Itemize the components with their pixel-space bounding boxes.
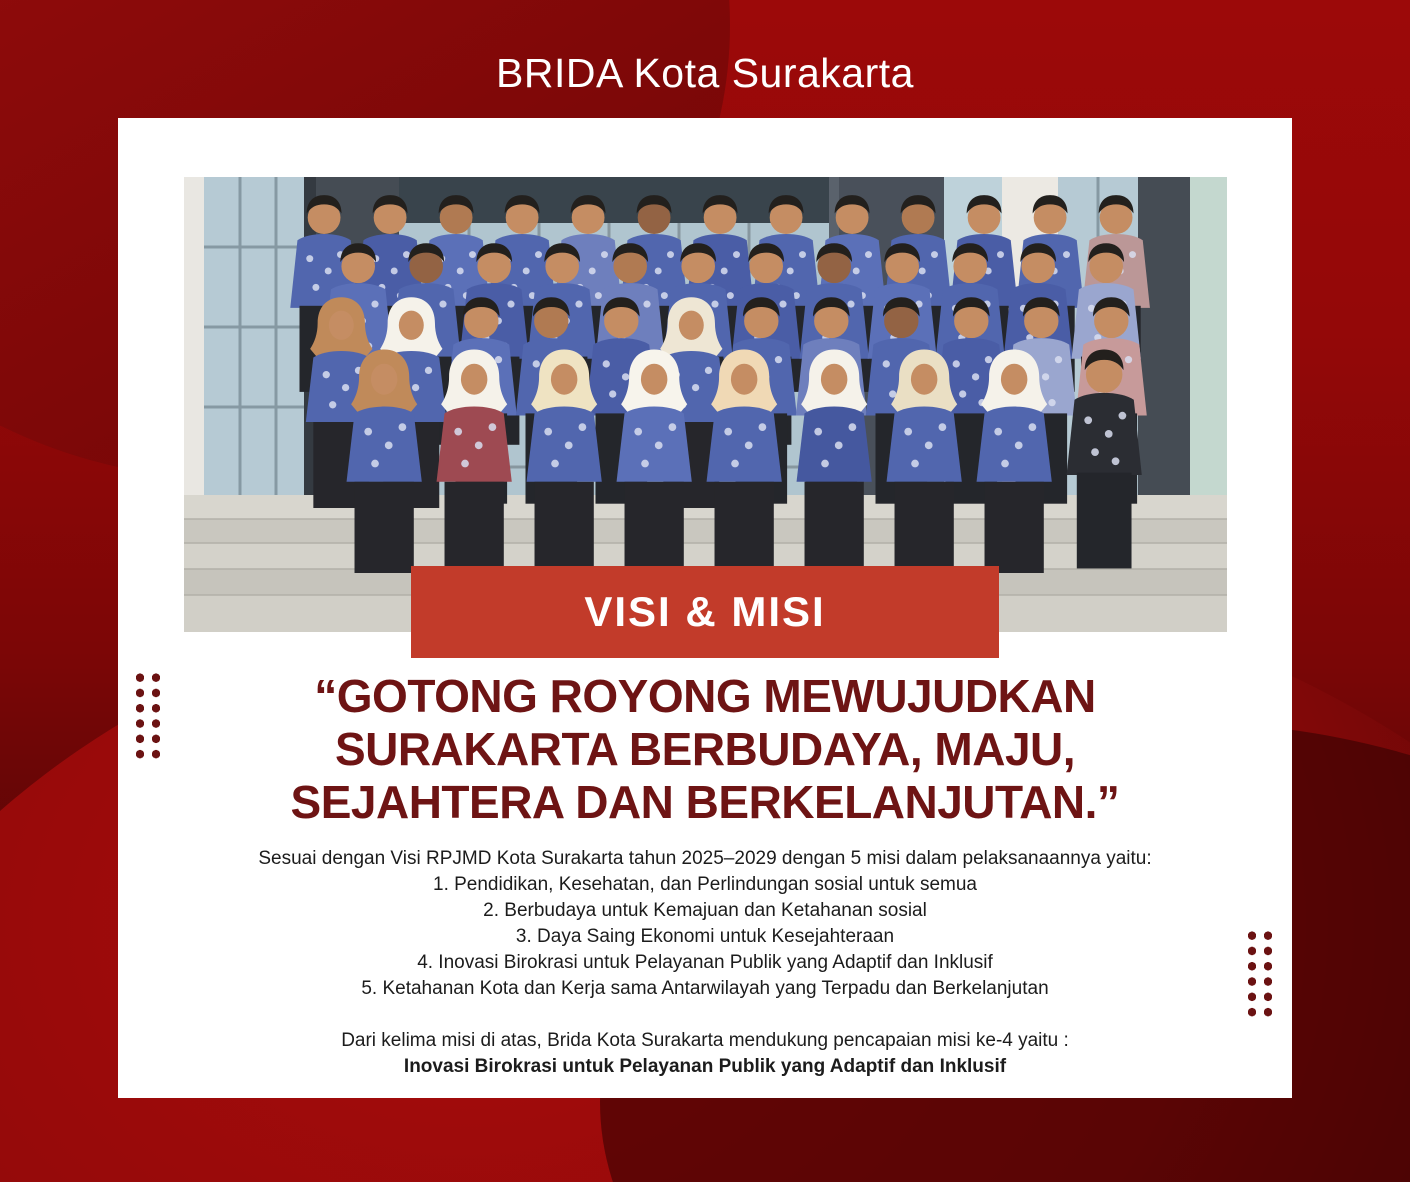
mission-item-3: 3. Daya Saing Ekonomi untuk Kesejahteraan xyxy=(515,926,895,947)
vision-quote xyxy=(118,670,1292,829)
dot-grid-left xyxy=(132,670,164,762)
banner-label: VISI & MISI xyxy=(584,588,826,635)
group-photo-illustration xyxy=(184,177,1227,632)
support-highlight: Inovasi Birokrasi untuk Pelayanan Publik yang Adaptif dan Inklusif xyxy=(403,1056,1007,1077)
visi-misi-banner xyxy=(411,566,999,658)
mission-intro: Sesuai dengan Visi RPJMD Kota Surakarta tahun 2025–2029 dengan 5 misi dalam pelaksanaannya yaitu: xyxy=(258,848,1152,869)
page-title: BRIDA Kota Surakarta xyxy=(496,50,914,96)
group-photo xyxy=(184,177,1227,632)
mission-item-1: 1. Pendidikan, Kesehatan, dan Perlindungan sosial untuk semua xyxy=(433,874,977,895)
dot-grid-right xyxy=(1244,928,1276,1020)
vision-quote-line-2: SURAKARTA BERBUDAYA, MAJU, xyxy=(334,723,1076,775)
support-intro: Dari kelima misi di atas, Brida Kota Surakarta mendukung pencapaian misi ke-4 yaitu : xyxy=(341,1030,1069,1051)
content-card xyxy=(118,118,1292,1098)
mission-item-5: 5. Ketahanan Kota dan Kerja sama Antarwilayah yang Terpadu dan Berkelanjutan xyxy=(361,978,1049,999)
mission-item-2: 2. Berbudaya untuk Kemajuan dan Ketahanan sosial xyxy=(483,900,927,921)
vision-quote-line-1: “GOTONG ROYONG MEWUJUDKAN xyxy=(314,670,1096,722)
mission-item-4: 4. Inovasi Birokrasi untuk Pelayanan Publik yang Adaptif dan Inklusif xyxy=(417,952,993,973)
vision-quote-line-3: SEJAHTERA DAN BERKELANJUTAN.” xyxy=(290,776,1120,828)
mission-section xyxy=(118,846,1292,1080)
